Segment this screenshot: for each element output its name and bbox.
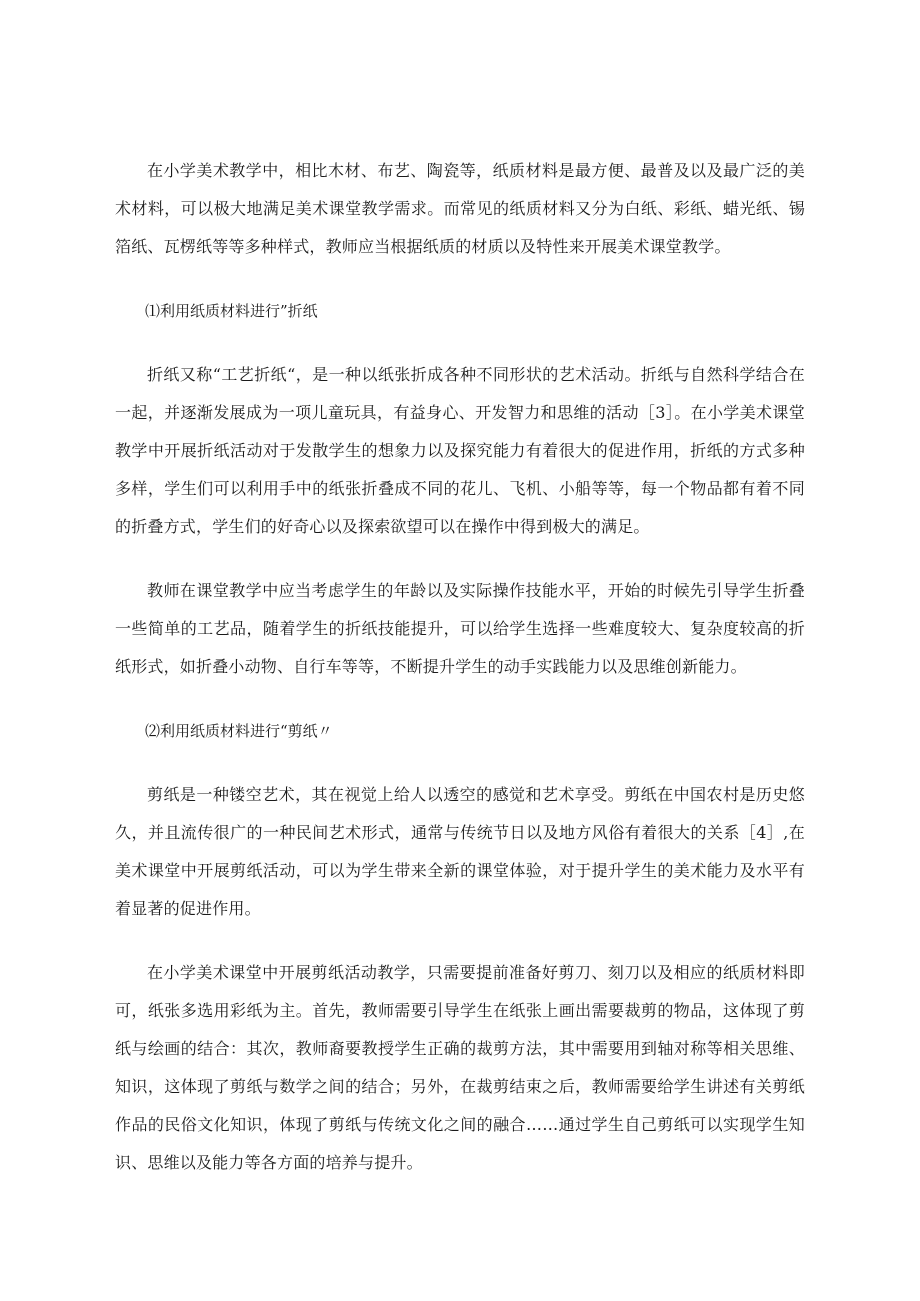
section-heading-papercut: ⑵利用纸质材料进行“剪纸〃 — [145, 722, 333, 740]
paragraph-folding-definition: 折纸又称“工艺折纸“，是一种以纸张折成各种不同形状的艺术活动。折纸与自然科学结合在一起，并逐渐发展成为一项儿童玩具，有益身心、开发智力和思维的活动［3］。在小学美术课堂教学中开展折纸活动对于发散学生的想象力以及探究能力有着很大的促进作用，折纸的方式多种多样，学生们可以利用手中的纸张折叠成不同的花儿、飞机、小船等等，每一个物品都有着不同的折叠方式，学生们的好奇心以及探索欲望可以在操作中得到极大的满足。 — [115, 365, 805, 536]
paragraph-folding-teaching: 教师在课堂教学中应当考虑学生的年龄以及实际操作技能水平，开始的时候先引导学生折叠一些简单的工艺品，随着学生的折纸技能提升，可以给学生选择一些难度较大、复杂度较高的折纸形式，如折叠小动物、自行车等等，不断提升学生的动手实践能力以及思维创新能力。 — [115, 581, 805, 676]
document-body — [115, 152, 805, 1182]
paragraph-papercut-teaching: 在小学美术课堂中开展剪纸活动教学，只需要提前准备好剪刀、刻刀以及相应的纸质材料即可，纸张多选用彩纸为主。首先，教师需要引导学生在纸张上画出需要裁剪的物品，这体现了剪纸与绘画的结合：其次，教师裔要教授学生正确的裁剪方法，其中需要用到轴对称等相关思维、知识，这体现了剪纸与数学之间的结合；另外，在裁剪结束之后，教师需要给学生讲述有关剪纸作品的民俗文化知识，体现了剪纸与传统文化之间的融合……通过学生自己剪纸可以实现学生知识、思维以及能力等各方面的培养与提升。 — [115, 963, 805, 1172]
paragraph-intro: 在小学美术教学中，相比木材、布艺、陶瓷等，纸质材料是最方便、最普及以及最广泛的美术材料，可以极大地满足美术课堂教学需求。而常见的纸质材料又分为白纸、彩纸、蜡光纸、锡箔纸、瓦楞纸等等多种样式，教师应当根据纸质的材质以及特性来开展美术课堂教学。 — [115, 161, 805, 256]
section-heading-folding: ⑴利用纸质材料进行”折纸 — [145, 302, 318, 320]
paragraph-papercut-definition: 剪纸是一种镂空艺术，其在视觉上给人以透空的感觉和艺术享受。剪纸在中国农村是历史悠久，并且流传很广的一种民间艺术形式，通常与传统节日以及地方风俗有着很大的关系［4］,在美术课堂中开展剪纸活动，可以为学生带来全新的课堂体验，对于提升学生的美术能力及水平有着显著的促进作用。 — [115, 785, 805, 918]
